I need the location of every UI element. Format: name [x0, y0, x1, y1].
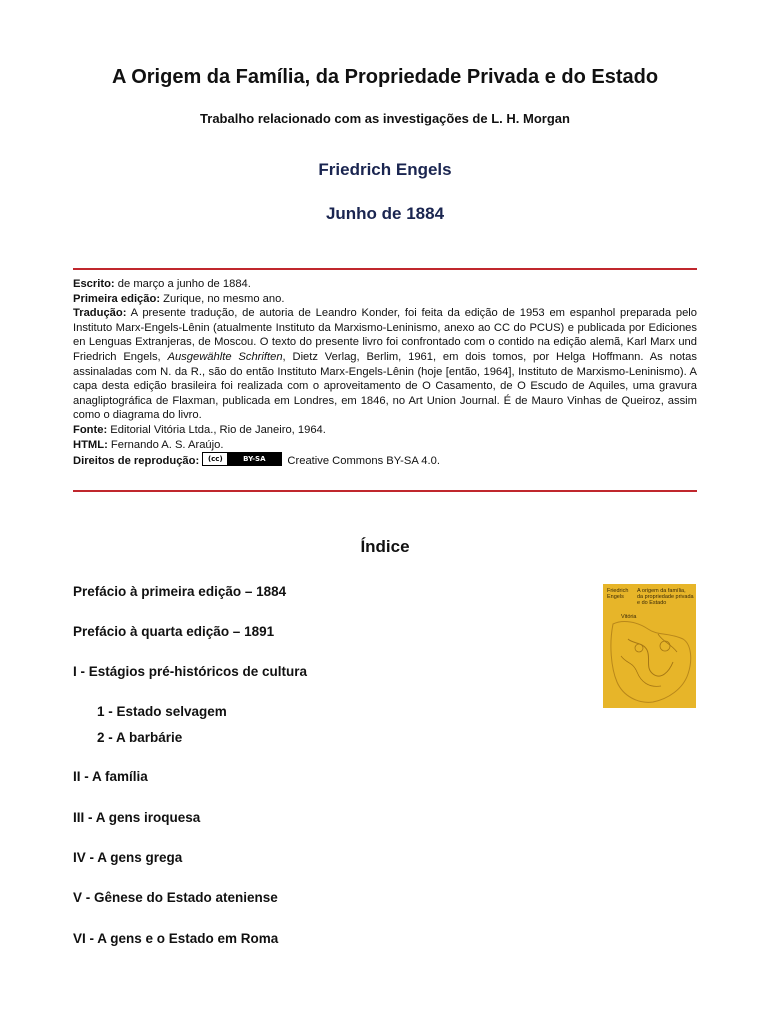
toc-link-capitulo-6[interactable]: VI - A gens e o Estado em Roma	[73, 931, 279, 946]
cover-author	[607, 588, 628, 600]
toc-link-capitulo-4[interactable]: IV - A gens grega	[73, 850, 183, 865]
publication-date: Junho de 1884	[325, 204, 445, 223]
toc-link-barbarie[interactable]: 2 - A barbárie	[97, 730, 183, 745]
top-divider	[73, 268, 697, 270]
by-sa-label: BY-SA	[227, 453, 281, 465]
cc-icon: (cc)	[203, 453, 227, 465]
toc-link-prefacio-primeira[interactable]: Prefácio à primeira edição – 1884	[73, 584, 287, 599]
toc-link-capitulo-3[interactable]: III - A gens iroquesa	[73, 810, 201, 825]
metadata-block	[73, 277, 697, 469]
toc-link-capitulo-1[interactable]: I - Estágios pré-históricos de cultura	[73, 664, 308, 679]
meta-edicao-value: Zurique, no mesmo ano.	[160, 292, 285, 305]
page-subtitle: Trabalho relacionado com as investigações de L. H. Morgan	[200, 111, 570, 126]
toc-link-estado-selvagem[interactable]: 1 - Estado selvagem	[97, 704, 227, 719]
meta-html	[73, 438, 697, 453]
meta-edicao-label: Primeira edição:	[73, 292, 161, 305]
toc-link-capitulo-5[interactable]: V - Gênese do Estado ateniense	[73, 890, 278, 905]
meta-fonte-value: Editorial Vitória Ltda., Rio de Janeiro, 1964.	[107, 423, 326, 436]
meta-html-value: Fernando A. S. Araújo.	[107, 438, 224, 451]
creative-commons-badge[interactable]	[202, 452, 282, 466]
meta-traducao-label: Tradução:	[73, 307, 127, 320]
cover-title	[637, 588, 694, 606]
index-heading: Índice	[360, 537, 410, 556]
cover-title-line-1: A origem da família,	[637, 588, 686, 594]
meta-traducao-text-2: , Dietz Verlag, Berlim, 1961, em dois tomos, por Helga Hoffmann. As notas assinaladas com N. da R., são do então Instituto Marx-Engels-Lênin (hoje [então, 1964], Instituto de Marxismo-Leninismo). A capa desta edição brasileira foi realizada com o aproveitamento de O Casamento, de O Escudo de Aquiles, uma gravura anagliptográfica de Flaxman, publicada em Londres, em 1846, no Art Union Journal. É de Mauro Vinhas de Queiroz, assim como o diagrama do livro.	[73, 350, 697, 422]
page-title: A Origem da Família, da Propriedade Privada e do Estado	[111, 66, 659, 88]
cover-author-line-2: Engels	[607, 594, 624, 600]
meta-traducao	[73, 306, 697, 423]
bottom-divider	[73, 490, 697, 492]
meta-html-label: HTML:	[73, 438, 108, 451]
author-name: Friedrich Engels	[318, 160, 452, 179]
toc-link-capitulo-2[interactable]: II - A família	[73, 769, 148, 784]
meta-traducao-text-1: A presente tradução, de autoria de Leandro Konder, foi feita da edição de 1953 em espanhol preparada pelo Instituto Marx-Engels-Lênin (atualmente Instituto da Marxismo-Leninismo, anexo ao CC do PCUS) e publicada por Ediciones en Lenguas Extranjeras, de Moscou. O texto do presente livro foi confrontado com o contido na edição alemã, Karl Marx und Friedrich Engels,	[73, 307, 697, 363]
cover-publisher: Vitória	[621, 614, 637, 620]
book-cover-image	[603, 584, 696, 708]
meta-fonte	[73, 423, 697, 438]
meta-direitos-value: Creative Commons BY-SA 4.0.	[284, 455, 440, 468]
cover-title-line-3: e do Estado	[637, 600, 667, 606]
meta-escrito	[73, 277, 697, 292]
toc-link-prefacio-quarta[interactable]: Prefácio à quarta edição – 1891	[73, 624, 275, 639]
meta-direitos	[73, 452, 697, 469]
meta-escrito-label: Escrito:	[73, 278, 115, 290]
cover-author-line-1: Friedrich	[607, 588, 629, 594]
meta-direitos-label: Direitos de reprodução:	[73, 455, 200, 468]
meta-traducao-italic: Ausgewählte Schriften	[167, 350, 283, 363]
meta-edicao	[73, 292, 697, 307]
meta-escrito-value: de março a junho de 1884.	[114, 278, 251, 290]
cover-title-line-2: da propriedade privada	[637, 594, 694, 600]
meta-fonte-label: Fonte:	[73, 423, 108, 436]
